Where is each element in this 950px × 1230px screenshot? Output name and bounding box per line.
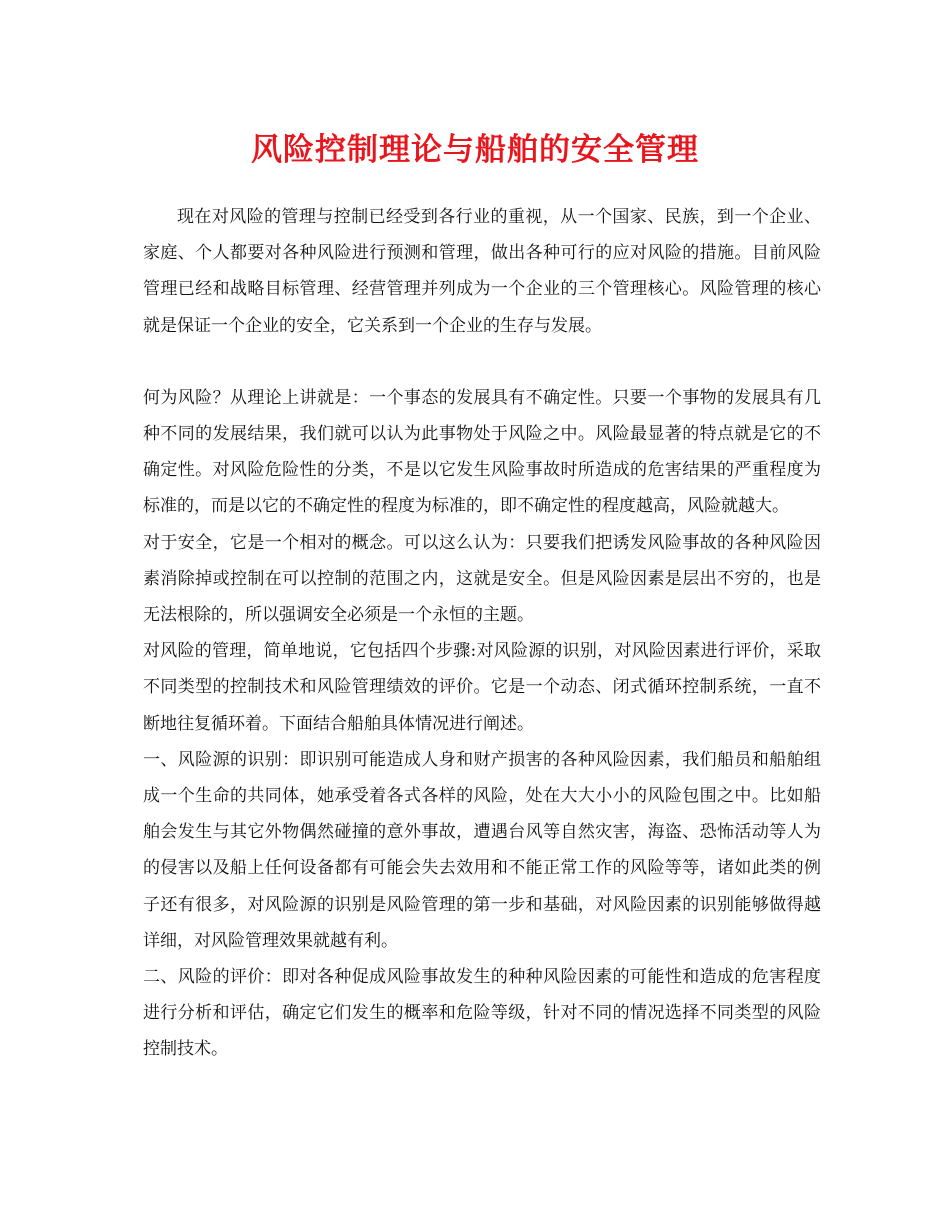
paragraph-intro: 现在对风险的管理与控制已经受到各行业的重视，从一个国家、民族，到一个企业、家庭、个人都要对各种风险进行预测和管理，做出各种可行的应对风险的措施。目前风险管理已经和战略目标管理、经营管理并列成为一个企业的三个管理核心。风险管理的核心就是保证一个企业的安全，它关系到一个企业的生存与发展。 xyxy=(143,207,821,336)
paragraph-risk-definition: 何为风险？从理论上讲就是：一个事态的发展具有不确定性。只要一个事物的发展具有几种不同的发展结果，我们就可以认为此事物处于风险之中。风险最显著的特点就是它的不确定性。对风险危险性的分类，不是以它发生风险事故时所造成的危害结果的严重程度为标准的，而是以它的不确定性的程度为标准的，即不确定性的程度越高，风险就越大。 xyxy=(143,387,821,517)
paragraph-risk-source-identification: 一、风险源的识别：即识别可能造成人身和财产损害的各种风险因素，我们船员和船舶组成一个生命的共同体，她承受着各式各样的风险，处在大大小小的风险包围之中。比如船舶会发生与其它外物偶然碰撞的意外事故，遭遇台风等自然灾害，海盗、恐怖活动等人为的侵害以及船上任何设备都有可能会失去效用和不能正常工作的风险等等，诸如此类的例子还有很多，对风险源的识别是风险管理的第一步和基础，对风险因素的识别能够做得越详细，对风险管理效果就越有利。 xyxy=(143,749,821,951)
paragraph-risk-evaluation: 二、风险的评价：即对各种促成风险事故发生的种种风险因素的可能性和造成的危害程度进行分析和评估，确定它们发生的概率和危险等级，针对不同的情况选择不同类型的风险控制技术。 xyxy=(143,967,821,1060)
document-title: 风险控制理论与船舶的安全管理 xyxy=(251,132,699,168)
paragraph-gap xyxy=(143,344,821,380)
paragraph-risk-management-steps: 对风险的管理，简单地说，它包括四个步骤:对风险源的识别，对风险因素进行评价，采取不同类型的控制技术和风险管理绩效的评价。它是一个动态、闭式循环控制系统，一直不断地往复循环着。下面结合船舶具体情况进行阐述。 xyxy=(143,641,821,734)
paragraph-safety: 对于安全，它是一个相对的概念。可以这么认为：只要我们把诱发风险事故的各种风险因素消除掉或控制在可以控制的范围之内，这就是安全。但是风险因素是层出不穷的，也是无法根除的，所以强调安全必须是一个永恒的主题。 xyxy=(143,532,821,626)
document-body xyxy=(143,199,821,1068)
